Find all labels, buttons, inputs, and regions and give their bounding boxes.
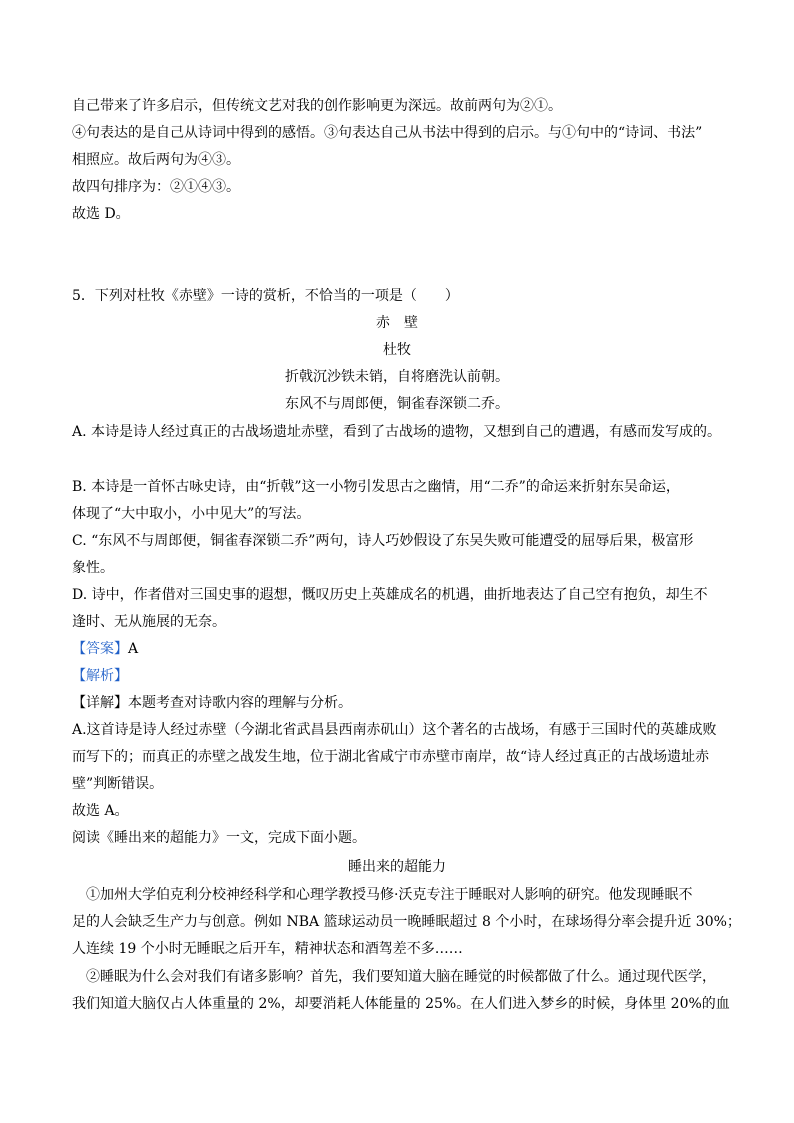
question-stem: 5．下列对杜牧《赤壁》一诗的赏析，不恰当的一项是（ ） [72, 288, 459, 304]
analysis-label: 【解析】 [72, 668, 128, 684]
detail-line: 【详解】本题考查对诗歌内容的理解与分析。 [72, 695, 352, 711]
article-paragraph: ②睡眠为什么会对我们有诸多影响？首先，我们要知道大脑在睡觉的时候都做了什么。通过现代医学， [86, 969, 716, 985]
poem-line: 折戟沉沙铁未销，自将磨洗认前朝。 [285, 369, 509, 385]
detail-line: 而写下的；而真正的赤壁之战发生地，位于湖北省咸宁市赤壁市南岸，故“诗人经过真正的古战场遗址赤 [72, 749, 710, 765]
text-line: 故选 D。 [72, 206, 130, 222]
text-line: 故四句排序为：②①④③。 [72, 179, 240, 195]
option-a: A. 本诗是诗人经过真正的古战场遗址赤壁，看到了古战场的遗物，又想到自己的遭遇，有感而发写成的。 [72, 424, 722, 440]
poem-author: 杜牧 [383, 342, 411, 358]
option-c: C. “东风不与周郎便，铜雀春深锁二乔”两句，诗人巧妙假设了东吴失败可能遭受的屈辱后果，极富形 [72, 533, 694, 549]
option-d: 逢时、无从施展的无奈。 [72, 614, 226, 630]
reading-intro: 阅读《睡出来的超能力》一文，完成下面小题。 [72, 830, 366, 846]
article-paragraph: ①加州大学伯克利分校神经科学和心理学教授马修·沃克专注于睡眠对人影响的研究。他发现睡眠不 [86, 887, 693, 903]
option-d: D. 诗中，作者借对三国史事的遐想，慨叹历史上英雄成名的机遇，曲折地表达了自己空有抱负，却生不 [72, 587, 708, 603]
detail-line: A.这首诗是诗人经过赤壁（今湖北省武昌县西南赤矶山）这个著名的古战场，有感于三国时代的英雄成败 [72, 722, 717, 738]
article-paragraph: 人连续 19 个小时无睡眠之后开车，精神状态和酒驾差不多…… [72, 941, 463, 957]
text-line: 相照应。故后两句为④③。 [72, 152, 240, 168]
article-paragraph: 我们知道大脑仅占人体重量的 2%，却要消耗人体能量的 25%。在人们进入梦乡的时候，身体里 20%的血 [72, 996, 730, 1012]
text-line: 自己带来了许多启示，但传统文艺对我的创作影响更为深远。故前两句为②①。 [72, 98, 562, 114]
option-b: B. 本诗是一首怀古咏史诗，由“折戟”这一小物引发思古之幽情，用“二乔”的命运来折射东吴命运， [72, 479, 680, 495]
article-paragraph: 足的人会缺乏生产力与创意。例如 NBA 篮球运动员一晚睡眠超过 8 个小时，在球场得分率会提升近 30%； [72, 914, 741, 930]
option-c: 象性。 [72, 560, 114, 576]
poem-line: 东风不与周郎便，铜雀春深锁二乔。 [285, 396, 509, 412]
option-b: 体现了“大中取小，小中见大”的写法。 [72, 506, 311, 522]
answer-value: A [128, 641, 139, 657]
detail-line: 壁”判断错误。 [72, 776, 164, 792]
text-line: ④句表达的是自己从诗词中得到的感悟。③句表达自己从书法中得到的启示。与①句中的“诗词、书法” [72, 125, 703, 141]
detail-line: 故选 A。 [72, 803, 129, 819]
article-title: 睡出来的超能力 [348, 859, 446, 875]
answer-label: 【答案】 [72, 641, 128, 657]
poem-title: 赤 壁 [376, 315, 418, 331]
answer-line [72, 640, 138, 658]
